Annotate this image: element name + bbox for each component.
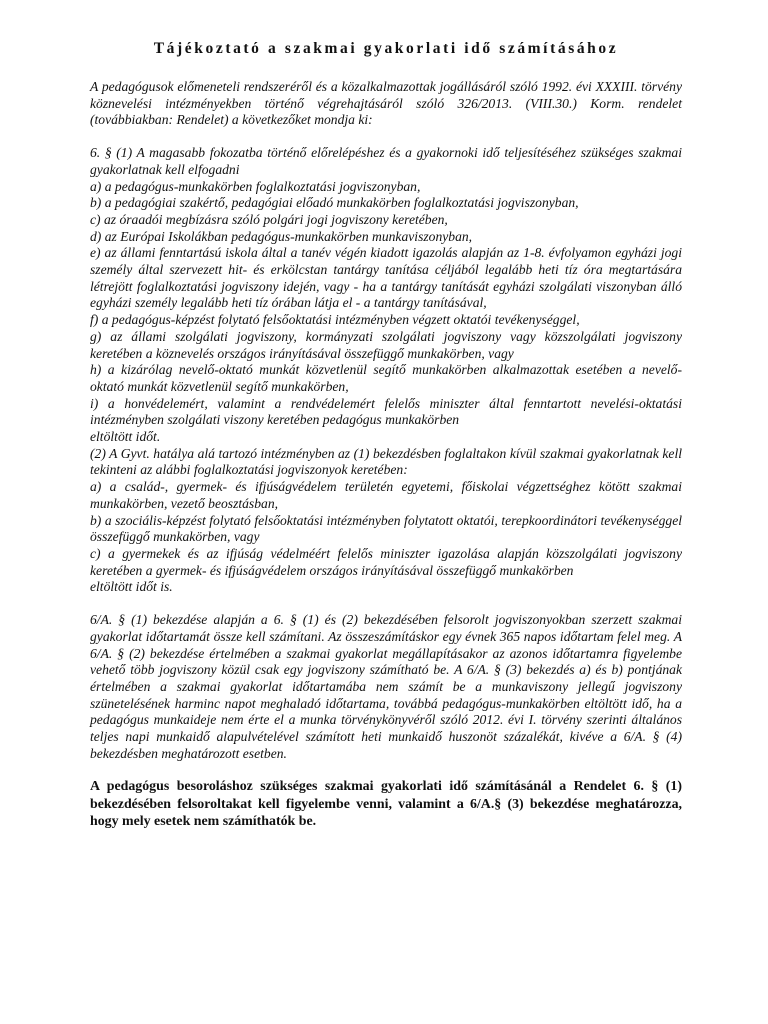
section-6-2-item-b: b) a szociális-képzést folytató felsőoktatási intézményben folytatott oktatói, terepkoordinátori tevékenységgel összefüggő munkakörben, vagy	[90, 512, 682, 545]
section-6-paragraph-2: (2) A Gyvt. hatálya alá tartozó intézményben az (1) bekezdésben foglaltakon kívül szakmai gyakorlatnak kell tekinteni az alábbi foglalkoztatási jogviszonyok keretében:	[90, 445, 682, 478]
paragraph-gap	[90, 129, 682, 145]
section-6-closing-2: eltöltött időt is.	[90, 579, 173, 595]
section-6-2-item-a: a) a család-, gyermek- és ifjúságvédelem területén egyetemi, főiskolai végzettséghez kötött szakmai munkakörben, vezető beosztásban,	[90, 479, 682, 511]
paragraph-gap	[90, 762, 682, 778]
section-6-item-g: g) az állami szolgálati jogviszony, kormányzati szolgálati jogviszony vagy közszolgálati jogviszony keretében a köznevelés országos irányításával összefüggő munkakörben, vagy	[90, 328, 682, 361]
section-6-item-e: e) az állami fenntartású iskola által a tanév végén kiadott igazolás alapján az 1-8. évfolyamon egyházi jogi személy által szervezett hit- és erkölcstan tantárgy tanítása céljából legalább heti tíz óra megtartására létrejött foglalkoztatási jogviszony idején, vagy - ha a tantárgy tanítását egyházi szolgálati viszonyban álló egyházi személy legalább heti tíz órában látja el - a tantárgy tanításával,	[90, 245, 682, 311]
section-6-item-f: f) a pedagógus-képzést folytató felsőoktatási intézményben végzett oktatói tevékenységgel,	[90, 312, 580, 328]
section-6-closing-1: eltöltött időt.	[90, 429, 161, 445]
section-6-item-i: i) a honvédelemért, valamint a rendvédelemért felelős miniszter által fenntartott nevelési-oktatási intézményben szolgálati viszony keretében pedagógus munkakörben	[90, 395, 682, 428]
section-6-paragraph-1: 6. § (1) A magasabb fokozatba történő előrelépéshez és a gyakornoki idő teljesítéséhez szükséges szakmai gyakorlatnak kell elfogadni	[90, 145, 682, 177]
section-6-item-a: a) a pedagógus-munkakörben foglalkoztatási jogviszonyban,	[90, 178, 421, 194]
intro-paragraph: A pedagógusok előmeneteli rendszeréről és a közalkalmazottak jogállásáról szóló 1992. évi XXXIII. törvény köznevelési intézményekben történő végrehajtásáról szóló 326/2013. (VIII.30.) Korm. rendelet (továbbiakban: Rendelet) a következőket mondja ki:	[90, 79, 682, 128]
conclusion-paragraph: A pedagógus besoroláshoz szükséges szakmai gyakorlati idő számításánál a Rendelet 6. § (1) bekezdésében felsoroltakat kell figyelembe venni, valamint a 6/A.§ (3) bekezdése meghatározza, hogy mely esetek nem számíthatók be.	[90, 779, 682, 830]
section-6-2-item-c: c) a gyermekek és az ifjúság védelméért felelős miniszter igazolása alapján közszolgálati jogviszony keretében a gyermek- és ifjúságvédelem országos irányításával összefüggő munkakörben	[90, 545, 682, 578]
section-6	[90, 145, 682, 596]
paragraph-gap	[90, 596, 682, 612]
page-title: Tájékoztató a szakmai gyakorlati idő számításához	[153, 40, 619, 57]
section-6-item-b: b) a pedagógiai szakértő, pedagógiai előadó munkakörben foglalkoztatási jogviszonyban,	[90, 195, 579, 211]
section-6-item-d: d) az Európai Iskolákban pedagógus-munkakörben munkaviszonyban,	[90, 228, 473, 244]
section-6a-paragraph: 6/A. § (1) bekezdése alapján a 6. § (1) és (2) bekezdésében felsorolt jogviszonyokban szerzett szakmai gyakorlat időtartamát össze kell számítani. Az összeszámításkor egy évnek 365 napos időtartam felel meg. A 6/A. § (2) bekezdése értelmében a szakmai gyakorlat megállapításakor az azonos időtartamra figyelembe vehető több jogviszony közül csak egy jogviszony számítható be. A 6/A. § (3) bekezdés a) és b) pontjának értelmében a szakmai gyakorlat időtartamába nem számít be a munkaviszony jellegű jogviszony szünetelésének harminc napot meghaladó időtartama, továbbá pedagógus-munkakörben eltöltött idő, ha a pedagógus munkaideje nem érte el a munka törvénykönyvéről szóló 2012. évi I. törvény szerinti általános teljes napi munkaidő alapulvételével számított heti munkaidő huszonöt százalékát, kivéve a 6/A. § (4) bekezdésben meghatározott esetben.	[90, 612, 682, 761]
section-6-item-c: c) az óraadói megbízásra szóló polgári jogi jogviszony keretében,	[90, 211, 448, 227]
section-6-item-h: h) a kizárólag nevelő-oktató munkát közvetlenül segítő munkakörben alkalmazottak esetében a nevelő-oktató munkát közvetlenül segítő munkakörben,	[90, 362, 682, 394]
